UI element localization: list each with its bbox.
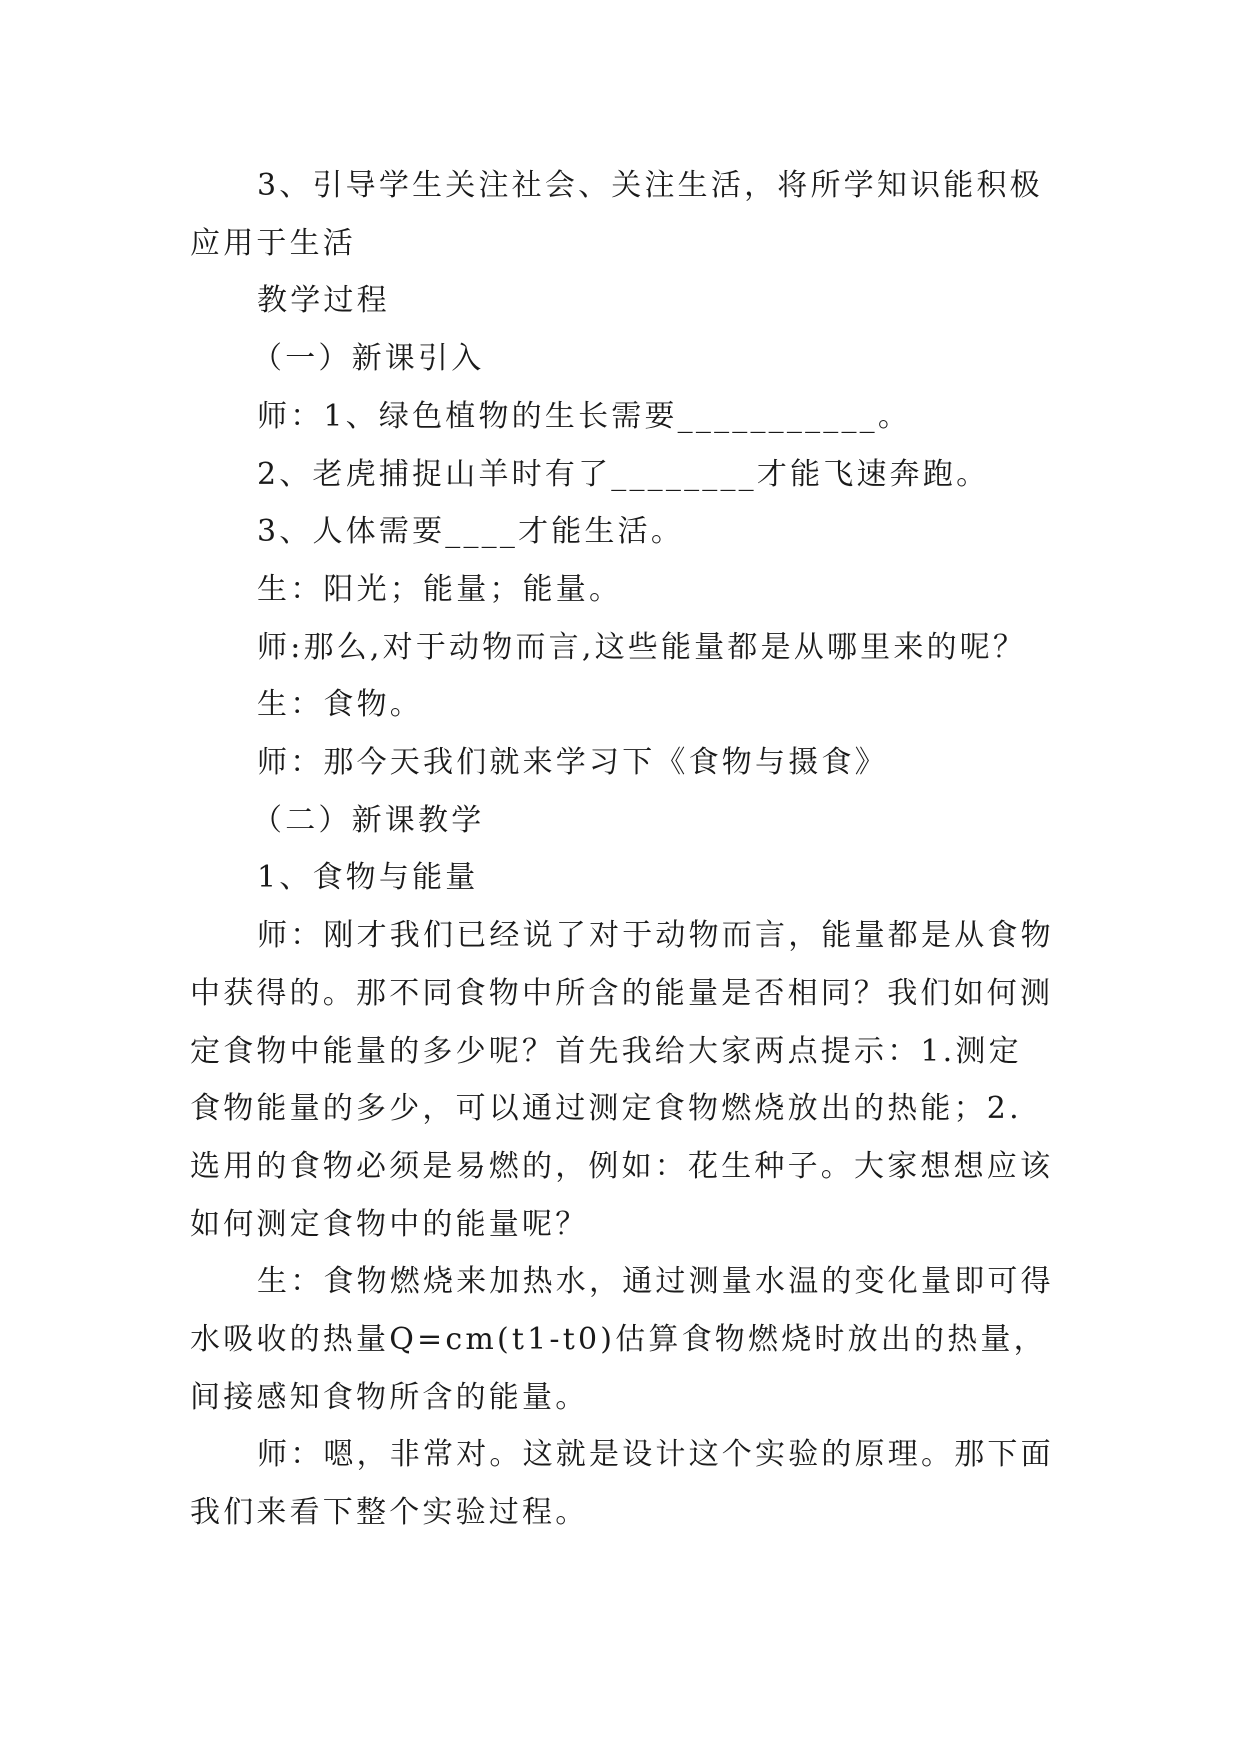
- paragraph-student-answer-2: 生：食物。: [257, 687, 423, 723]
- paragraph-teacher-question-1: 师：1、绿色植物的生长需要___________。: [257, 398, 912, 434]
- document-body: [190, 157, 1055, 1542]
- paragraph-teacher-confirm: 师：嗯，非常对。这就是设计这个实验的原理。那下面我们来看下整个实验过程。: [190, 1437, 1054, 1531]
- paragraph-student-answer-1: 生：阳光；能量；能量。: [257, 571, 623, 607]
- paragraph-objective-3: 3、引导学生关注社会、关注生活，将所学知识能积极应用于生活: [190, 168, 1043, 261]
- paragraph-teacher-question-3: 3、人体需要____才能生活。: [257, 514, 685, 550]
- heading-new-lesson-intro: （一）新课引入: [252, 341, 485, 377]
- paragraph-teacher-question-2: 2、老虎捕捉山羊时有了________才能飞速奔跑。: [257, 456, 990, 492]
- paragraph-teacher-explanation: 师：刚才我们已经说了对于动物而言，能量都是从食物中获得的。那不同食物中所含的能量是否相同？我们如何测定食物中能量的多少呢？首先我给大家两点提示：1.测定食物能量的多少，可以通过测定食物燃烧放出的热能；2.选用的食物必须是易燃的，例如：花生种子。大家想想应该如何测定食物中的能量呢？: [190, 918, 1054, 1242]
- heading-new-lesson-teaching: （二）新课教学: [252, 802, 485, 838]
- paragraph-teacher-topic: 师：那今天我们就来学习下《食物与摄食》: [257, 745, 888, 781]
- heading-teaching-process: 教学过程: [257, 283, 390, 319]
- paragraph-student-method: 生：食物燃烧来加热水，通过测量水温的变化量即可得水吸收的热量Q=cm(t1-t0)估算食物燃烧时放出的热量，间接感知食物所含的能量。: [190, 1264, 1054, 1415]
- heading-food-and-energy: 1、食物与能量: [257, 860, 479, 896]
- paragraph-teacher-followup: 师:那么,对于动物而言,这些能量都是从哪里来的呢？: [257, 629, 1027, 665]
